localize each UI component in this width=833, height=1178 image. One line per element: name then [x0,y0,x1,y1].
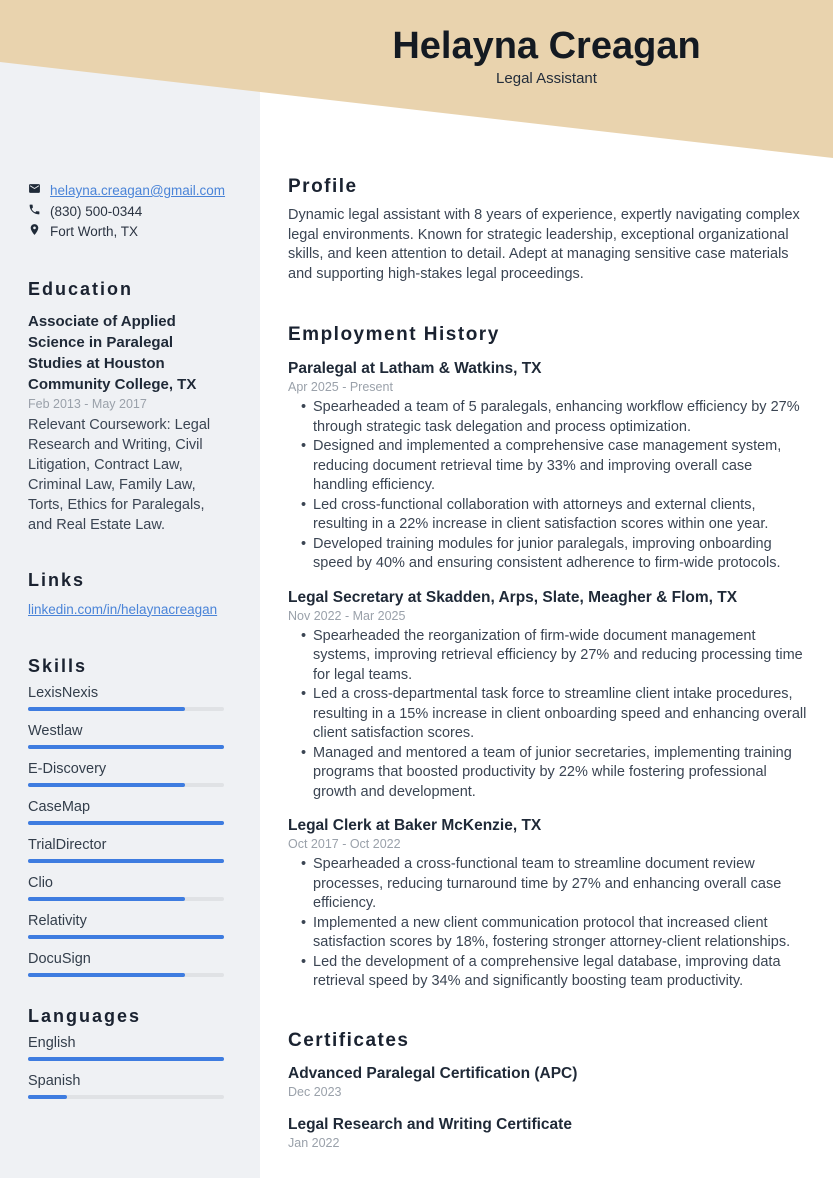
person-title: Legal Assistant [496,70,597,87]
skill-name: Clio [28,874,53,891]
contact-phone-row [28,202,226,223]
location-text: Fort Worth, TX [50,224,139,239]
job-bullet: • Led cross-functional collaboration with attorneys and external clients, resulting in a 22% increase in client satisfaction scores within one year. [288,496,810,535]
skill-item [28,913,226,939]
skill-bar-fill [28,745,224,749]
language-name: English [28,1034,76,1051]
job-bullet: • Spearheaded the reorganization of firm-wide document management systems, improving retrieval efficiency by 27% and reducing processing time for legal teams. [288,627,810,686]
skill-bar-track [28,821,224,825]
job-entry [288,359,810,574]
skill-bar-fill [28,897,185,901]
skill-name: Relativity [28,912,87,929]
skill-bar-track [28,935,224,939]
phone-number: (830) 500-0344 [50,203,143,219]
skill-bar-track [28,745,224,749]
job-entry [288,588,810,803]
certificate-title: Legal Research and Writing Certificate [288,1115,572,1133]
skill-bar-track [28,897,224,901]
education-degree: Associate of Applied Science in Paralegal Studies at Houston Community College, TX [28,312,197,393]
job-title: Legal Clerk at Baker McKenzie, TX [288,817,542,834]
job-bullet: • Led a cross-departmental task force to streamline client intake procedures, resulting in a 15% increase in client onboarding speed and enhancing overall client satisfaction scores. [288,685,810,744]
skill-name: LexisNexis [28,684,99,701]
skill-name: E-Discovery [28,760,107,777]
job-bullet: • Spearheaded a cross-functional team to streamline document review processes, reducing turnaround time by 27% and enhancing overall case efficiency. [288,855,810,914]
language-name: Spanish [28,1072,81,1089]
contact-location-row [28,222,226,243]
language-bar-track [28,1057,224,1061]
education-heading: Education [28,278,134,299]
job-entry [288,816,810,992]
language-bar-track [28,1095,224,1099]
language-bar-fill [28,1095,67,1099]
languages-heading: Languages [28,1005,142,1026]
person-name: Helayna Creagan [392,25,701,67]
certificate-entry [288,1115,810,1152]
phone-icon [28,202,41,223]
skill-bar-fill [28,973,185,977]
skill-bar-fill [28,821,224,825]
certificate-date: Dec 2023 [288,1084,342,1099]
email-icon [28,181,41,202]
skill-bar-fill [28,707,185,711]
skill-name: DocuSign [28,950,91,967]
main-column [288,176,810,1152]
skill-name: TrialDirector [28,836,107,853]
employment-heading: Employment History [288,324,500,345]
location-pin-icon [28,222,41,243]
skill-item [28,723,226,749]
skill-bar-fill [28,859,224,863]
language-item [28,1035,226,1061]
job-bullet: • Developed training modules for junior paralegals, improving onboarding speed by 40% and ensuring consistent adherence to firm-wide protocols. [288,535,810,574]
language-bar-fill [28,1057,224,1061]
skill-bar-track [28,859,224,863]
job-bullets [288,627,810,803]
skill-item [28,799,226,825]
job-bullets [288,398,810,574]
language-item [28,1073,226,1099]
job-bullet: • Spearheaded a team of 5 paralegals, enhancing workflow efficiency by 27% through strategic task delegation and process optimization. [288,398,810,437]
linkedin-link[interactable]: linkedin.com/in/helaynacreagan [28,601,218,617]
skill-item [28,837,226,863]
job-title: Legal Secretary at Skadden, Arps, Slate, Meagher & Flom, TX [288,588,738,606]
skill-bar-track [28,973,224,977]
skill-bar-fill [28,783,185,787]
contact-email-row [28,181,226,202]
skill-name: Westlaw [28,722,83,739]
skill-bar-track [28,707,224,711]
skill-bar-fill [28,935,224,939]
certificates-heading: Certificates [288,1029,410,1051]
job-bullet: • Implemented a new client communication protocol that increased client satisfaction scores by 18%, fostering stronger attorney-client relationships. [288,914,810,953]
header [260,25,833,89]
languages-list [28,1035,226,1099]
skills-heading: Skills [28,655,88,676]
links-heading: Links [28,569,86,590]
job-dates: Nov 2022 - Mar 2025 [288,608,406,623]
email-link[interactable]: helayna.creagan@gmail.com [50,183,226,198]
sidebar [28,181,226,1111]
skill-item [28,875,226,901]
skill-name: CaseMap [28,798,91,815]
job-bullet: • Managed and mentored a team of junior secretaries, implementing training programs that boosted productivity by 22% while fostering professional growth and development. [288,744,810,803]
job-dates: Oct 2017 - Oct 2022 [288,837,401,851]
education-dates: Feb 2013 - May 2017 [28,396,147,411]
profile-text: Dynamic legal assistant with 8 years of experience, expertly navigating complex legal environments. Known for strategic leadership, exceptional organizational skills, and keen attention to detail. Adept at managing sensitive case materials and supporting high-stakes legal proceedings. [288,207,800,282]
certificate-date: Jan 2022 [288,1135,340,1150]
job-bullets [288,855,810,992]
profile-heading: Profile [288,176,358,197]
skill-item [28,951,226,977]
job-bullet: • Led the development of a comprehensive legal database, improving data retrieval speed by 34% and significantly boosting team productivity. [288,953,810,992]
skill-item [28,761,226,787]
certificate-title: Advanced Paralegal Certification (APC) [288,1064,578,1082]
job-title: Paralegal at Latham & Watkins, TX [288,360,542,377]
skill-item [28,685,226,711]
certificate-entry [288,1064,810,1101]
education-description: Relevant Coursework: Legal Research and Writing, Civil Litigation, Contract Law, Criminal Law, Family Law, Torts, Ethics for Paralegals, and Real Estate Law. [28,416,211,533]
skills-list [28,685,226,977]
skill-bar-track [28,783,224,787]
job-bullet: • Designed and implemented a comprehensive case management system, reducing document retrieval time by 33% and improving overall case handling efficiency. [288,437,810,496]
job-dates: Apr 2025 - Present [288,380,393,394]
